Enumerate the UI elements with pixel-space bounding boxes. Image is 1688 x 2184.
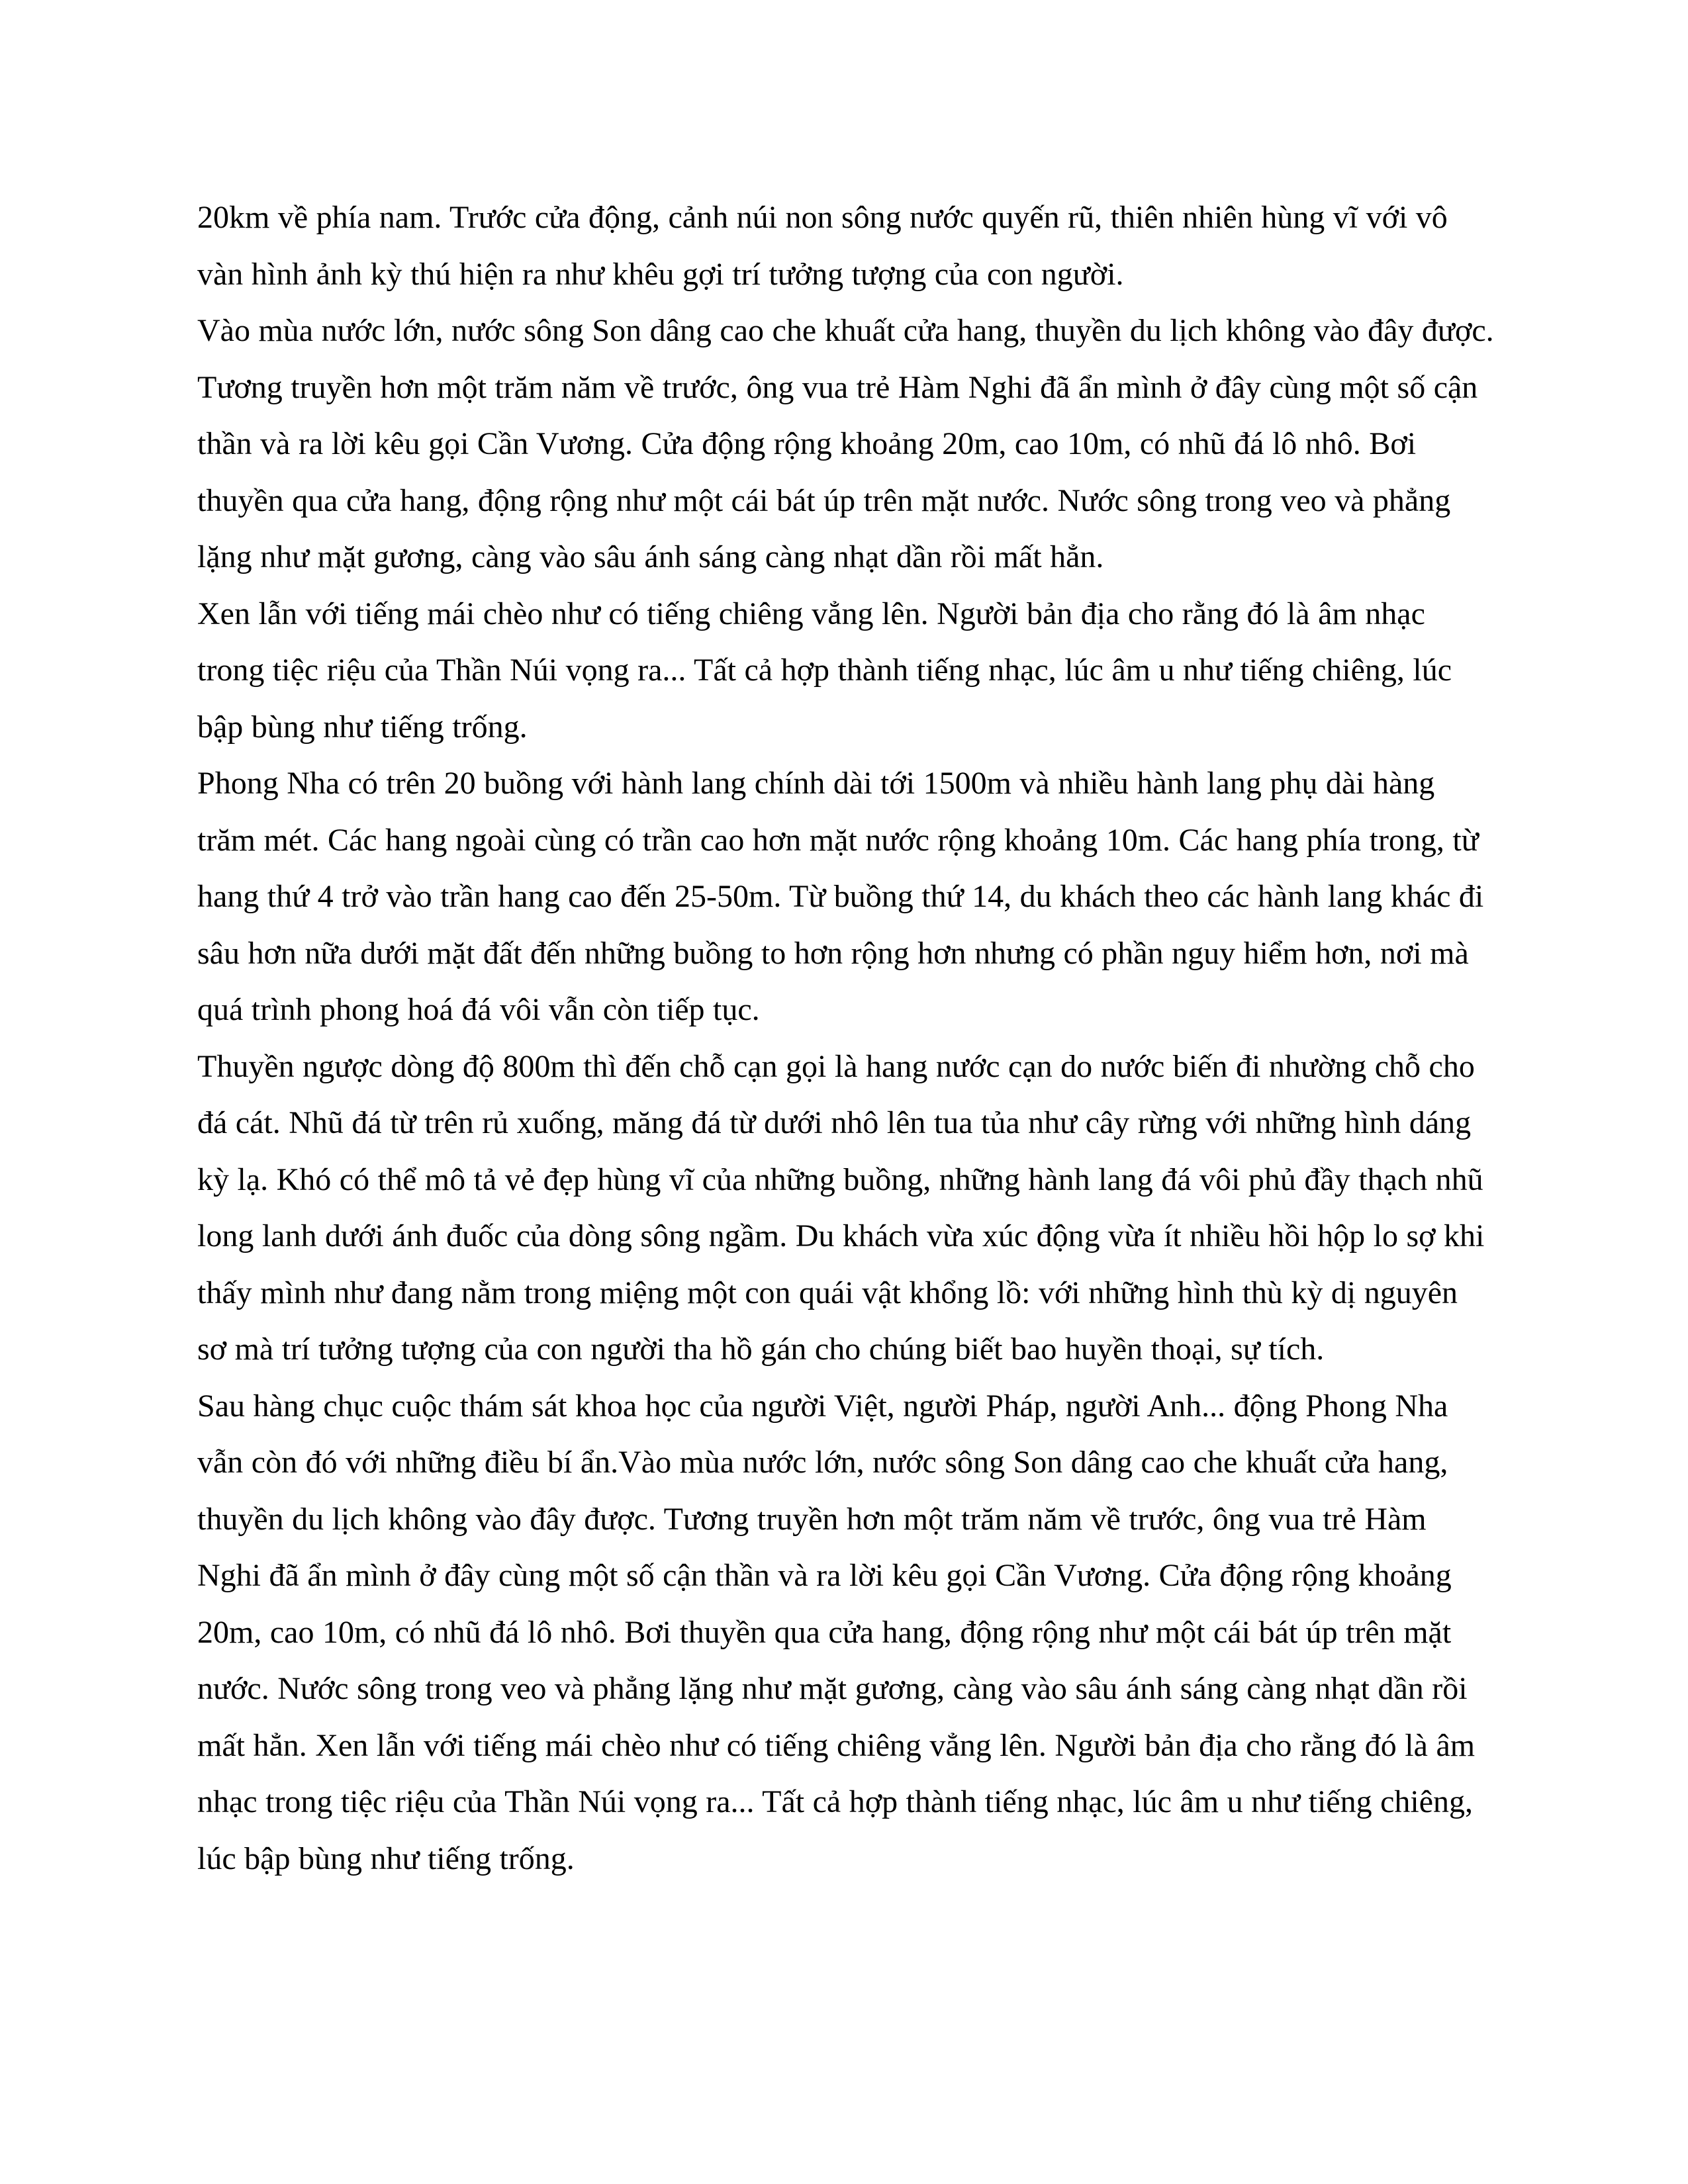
paragraph-3: Xen lẫn với tiếng mái chèo như có tiếng chiêng vẳng lên. Người bản địa cho rằng đó là âm nhạc trong tiệc riệu của Thần Núi vọng ra... Tất cả hợp thành tiếng nhạc, lúc âm u như tiếng chiêng, lúc bập bùng như tiếng trống.	[197, 596, 1452, 745]
paragraph-4: Phong Nha có trên 20 buồng với hành lang chính dài tới 1500m và nhiều hành lang phụ dài hàng trăm mét. Các hang ngoài cùng có trần cao hơn mặt nước rộng khoảng 10m. Các hang phía trong, từ hang thứ 4 trở vào trần hang cao đến 25-50m. Từ buồng thứ 14, du khách theo các hành lang khác đi sâu hơn nữa dưới mặt đất đến những buồng to hơn rộng hơn nhưng có phần nguy hiểm hơn, nơi mà quá trình phong hoá đá vôi vẫn còn tiếp tục.	[197, 766, 1484, 1027]
paragraph-5: Thuyền ngược dòng độ 800m thì đến chỗ cạn gọi là hang nước cạn do nước biến đi nhường chỗ cho đá cát. Nhũ đá từ trên rủ xuống, măng đá từ dưới nhô lên tua tủa như cây rừng với những hình dáng kỳ lạ. Khó có thể mô tả vẻ đẹp hùng vĩ của những buồng, những hành lang đá vôi phủ đầy thạch nhũ long lanh dưới ánh đuốc của dòng sông ngầm. Du khách vừa xúc động vừa ít nhiều hồi hộp lo sợ khi thấy mình như đang nằm trong miệng một con quái vật khổng lồ: với những hình thù kỳ dị nguyên sơ mà trí tưởng tượng của con người tha hồ gán cho chúng biết bao huyền thoại, sự tích.	[197, 1048, 1485, 1367]
paragraph-2: Vào mùa nước lớn, nước sông Son dâng cao che khuất cửa hang, thuyền du lịch không vào đây được. Tương truyền hơn một trăm năm về trước, ông vua trẻ Hàm Nghi đã ẩn mình ở đây cùng một số cận thần và ra lời kêu gọi Cần Vương. Cửa động rộng khoảng 20m, cao 10m, có nhũ đá lô nhô. Bơi thuyền qua cửa hang, động rộng như một cái bát úp trên mặt nước. Nước sông trong veo và phẳng lặng như mặt gương, càng vào sâu ánh sáng càng nhạt dần rồi mất hẳn.	[197, 313, 1494, 574]
document-body	[197, 189, 1495, 1887]
paragraph-6: Sau hàng chục cuộc thám sát khoa học của người Việt, người Pháp, người Anh... động Phong Nha vẫn còn đó với những điều bí ẩn.Vào mùa nước lớn, nước sông Son dâng cao che khuất cửa hang, thuyền du lịch không vào đây được. Tương truyền hơn một trăm năm về trước, ông vua trẻ Hàm Nghi đã ẩn mình ở đây cùng một số cận thần và ra lời kêu gọi Cần Vương. Cửa động rộng khoảng 20m, cao 10m, có nhũ đá lô nhô. Bơi thuyền qua cửa hang, động rộng như một cái bát úp trên mặt nước. Nước sông trong veo và phẳng lặng như mặt gương, càng vào sâu ánh sáng càng nhạt dần rồi mất hẳn. Xen lẫn với tiếng mái chèo như có tiếng chiêng vẳng lên. Người bản địa cho rằng đó là âm nhạc trong tiệc riệu của Thần Núi vọng ra... Tất cả hợp thành tiếng nhạc, lúc âm u như tiếng chiêng, lúc bập bùng như tiếng trống.	[197, 1388, 1476, 1876]
paragraph-1: 20km về phía nam. Trước cửa động, cảnh núi non sông nước quyến rũ, thiên nhiên hùng vĩ với vô vàn hình ảnh kỳ thú hiện ra như khêu gợi trí tưởng tượng của con người.	[197, 200, 1448, 292]
